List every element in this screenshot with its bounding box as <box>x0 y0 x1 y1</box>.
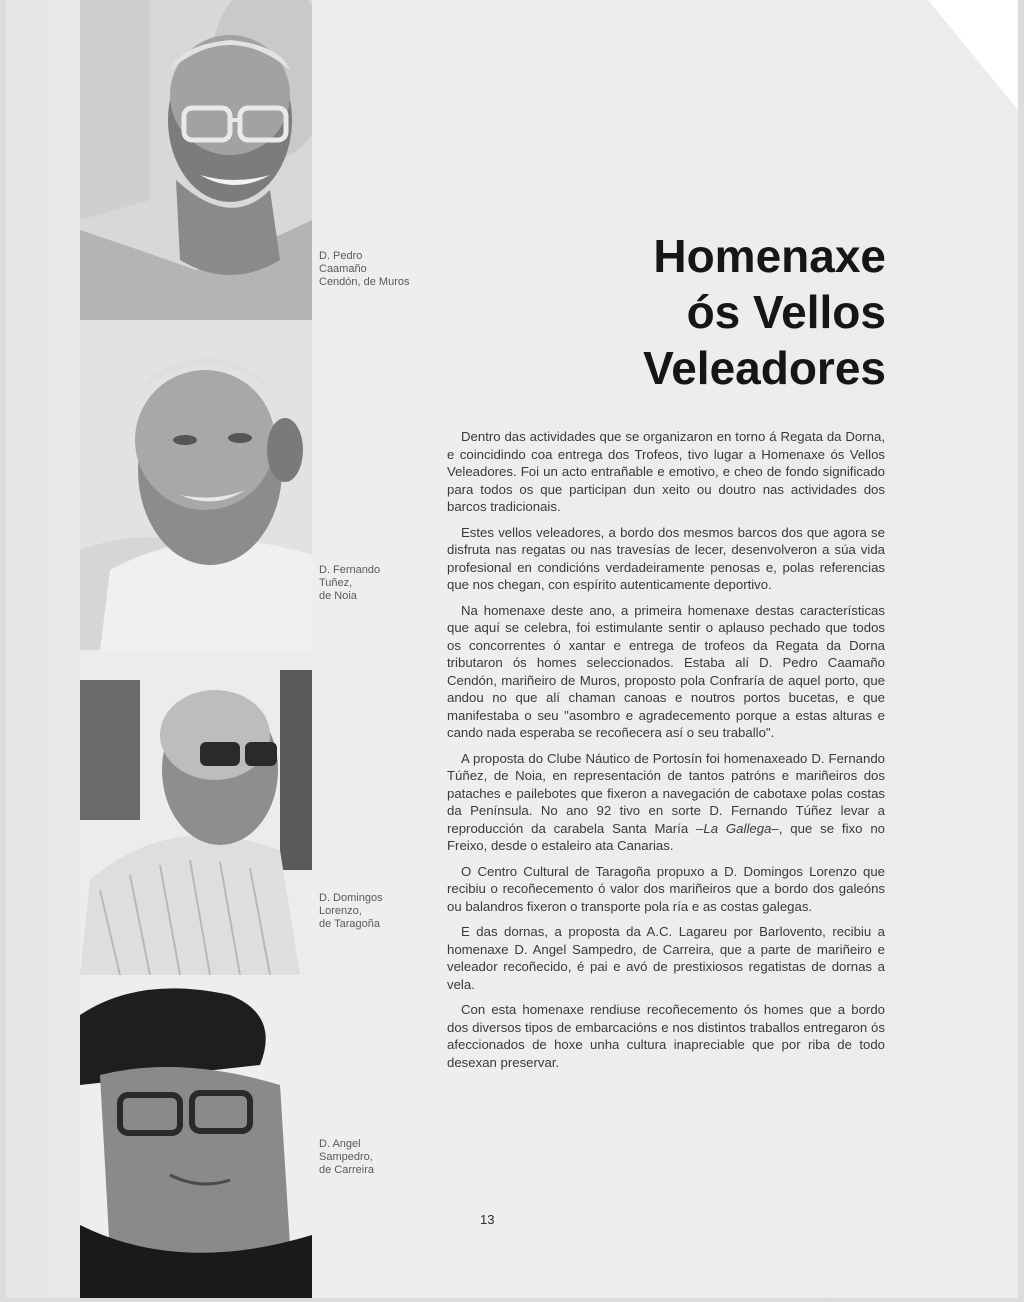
paragraph: Dentro das actividades que se organizaron en torno á Regata da Dorna, e coincidindo coa entrega dos Trofeos, tivo lugar a Homenaxe ós Vellos Veleadores. Foi un acto entrañable e emotivo, e cheo de fondo significado para todos os que participan dun xeito ou doutro nas actividades dos barcos tradicionais. <box>447 429 885 514</box>
magazine-page <box>6 0 1018 1298</box>
paragraph: Estes vellos veleadores, a bordo dos mesmos barcos dos que agora se disfruta nas regatas ou nas travesías de lecer, desenvolveron a súa vida profesional en condicións verdadeiramente penosas e, polas referencias que nos chegan, con espírito autenticamente deportivo. <box>447 524 885 592</box>
caption-line: de Taragoña <box>319 918 380 930</box>
portrait-photo-domingos-lorenzo <box>80 650 312 975</box>
caption-line: D. Pedro <box>319 250 363 262</box>
photo-caption-angel <box>319 1138 374 1177</box>
caption-line: Cendón, de Muros <box>319 276 410 288</box>
paragraph-text: –, que se fixo no Freixo, desde o estaleiro ata Canarias. <box>447 820 885 853</box>
caption-line: D. Angel <box>319 1138 361 1150</box>
caption-line: Caamaño <box>319 263 367 275</box>
paragraph <box>447 750 885 855</box>
caption-line: Sampedro, <box>319 1151 373 1163</box>
paragraph: Na homenaxe deste ano, a primeira homenaxe destas características que aquí se celebra, foi estimulante sentir o aplauso pechado que todos os concorrentes ó xantar e entrega de trofeos da Regata da Dorna tributaron ós homes seleccionados. Estaba alí D. Pedro Caamaño Cendón, mariñeiro de Muros, proposto pola Confraría de aquel porto, que andou no que alí chaman canoas e noutros portos bucetas, e que manifestaba o seu "asombro e agradecemento porque a estas alturas e cando nada esperaba se recoñecera así o seu traballo". <box>447 602 885 740</box>
caption-line: Lorenzo, <box>319 905 362 917</box>
portrait-photo-fernando-tunez <box>80 320 312 650</box>
title-line-2: ós Vellos <box>686 286 886 338</box>
article-body <box>447 428 885 1079</box>
article-title <box>586 228 886 396</box>
caption-line: de Noia <box>319 590 357 602</box>
photo-caption-fernando <box>319 564 380 603</box>
paragraph-text: A proposta do Clube Náutico de Portosín foi homenaxeado D. Fernando Túñez, de Noia, en representación de tantos patróns e mariñeiros dos pataches e pailebotes que fixeron a navegación de cabotaxe polas costas da Península. No ano 92 tivo en sorte D. Fernando Túñez levar a reproducción da carabela Santa María – <box>447 750 885 836</box>
caption-line: D. Domingos <box>319 892 383 904</box>
title-line-3: Veleadores <box>643 342 886 394</box>
caption-line: D. Fernando <box>319 564 381 576</box>
page-number: 13 <box>480 1212 495 1227</box>
caption-line: de Carreira <box>319 1164 375 1176</box>
page-fold-corner <box>928 0 1018 110</box>
photo-caption-domingos <box>319 892 383 931</box>
paragraph: E das dornas, a proposta da A.C. Lagareu por Barlovento, recibiu a homenaxe D. Angel Sampedro, de Carreira, que a parte de mariñeiro e veleador recoñecido, é pai e avó de prestixiosos regatistas de dornas a vela. <box>447 924 885 992</box>
paragraph: O Centro Cultural de Taragoña propuxo a D. Domingos Lorenzo que recibiu o recoñecemento ó valor dos mariñeiros que a bordo dos galeóns ou balandros fixeron o transporte pola ría e as costas galegas. <box>447 863 885 914</box>
paragraph: Con esta homenaxe rendiuse recoñecemento ós homes que a bordo dos diversos tipos de embarcacións e nos distintos traballos entregaron ós afeccionados de hoxe unha cultura inapreciable que por riba de todo desexan preservar. <box>447 1002 885 1070</box>
title-line-1: Homenaxe <box>653 230 886 282</box>
caption-line: Tuñez, <box>319 577 353 589</box>
italic-title: La Gallega <box>703 820 772 836</box>
photo-caption-pedro <box>319 250 410 289</box>
portrait-photo-pedro-caamano <box>80 0 312 320</box>
portrait-photo-angel-sampedro <box>80 975 312 1298</box>
